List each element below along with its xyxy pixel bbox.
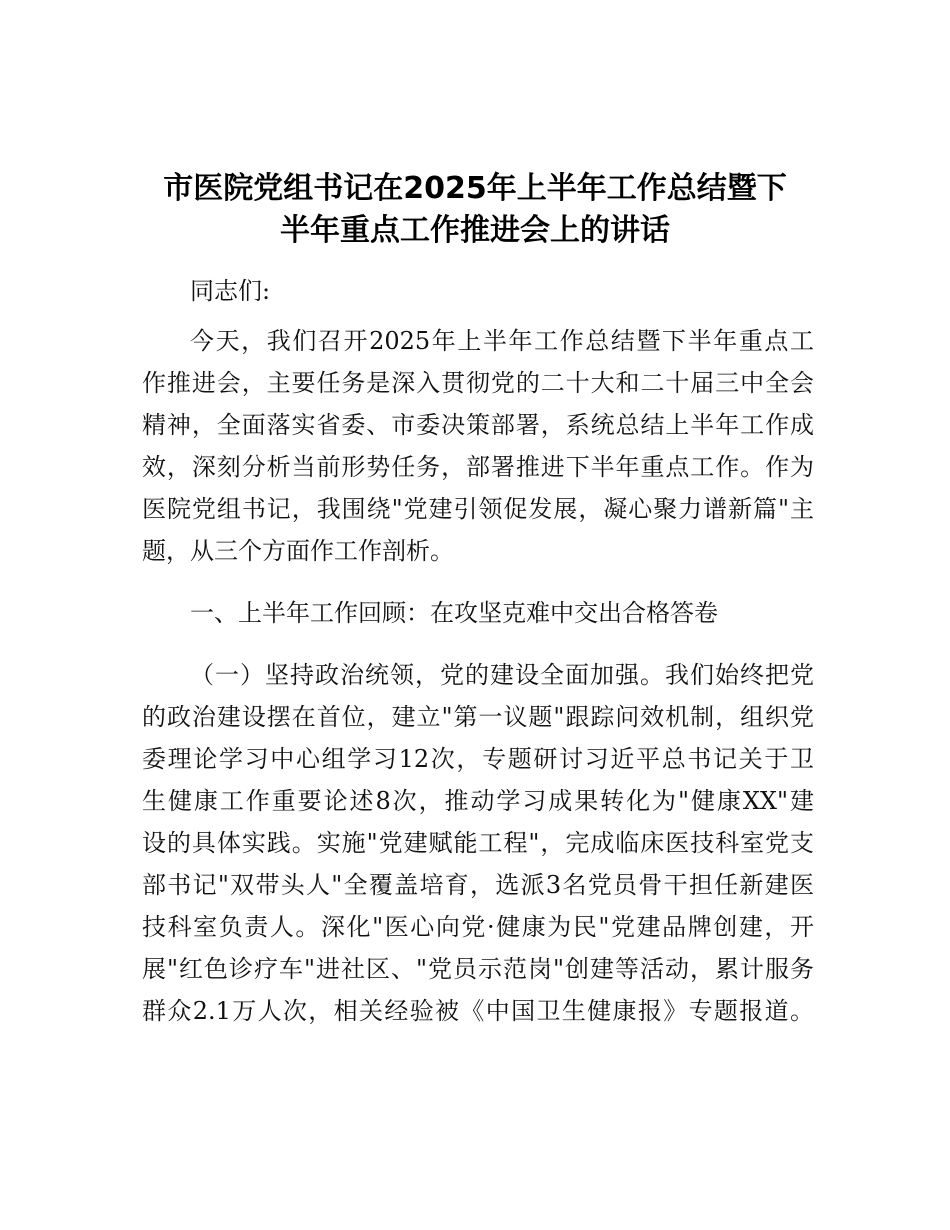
paragraph-2-line: 生健康工作重要论述8次，推动学习成果转化为"健康XX"建 bbox=[142, 787, 814, 815]
paragraph-2-line: 展"红色诊疗车"进社区、"党员示范岗"创建等活动，累计服务 bbox=[142, 955, 814, 983]
paragraph-2-line: 群众2.1万人次，相关经验被《中国卫生健康报》专题报道。 bbox=[142, 997, 814, 1025]
document-title-line-2: 半年重点工作推进会上的讲话 bbox=[280, 213, 670, 248]
paragraph-2-line: （一）坚持政治统领，党的建设全面加强。我们始终把党 bbox=[190, 661, 814, 689]
paragraph-1-line: 效，深刻分析当前形势任务，部署推进下半年重点工作。作为 bbox=[142, 453, 814, 481]
paragraph-1-line: 题，从三个方面作工作剖析。 bbox=[142, 537, 454, 565]
salutation: 同志们: bbox=[190, 277, 271, 305]
paragraph-1-line: 作推进会，主要任务是深入贯彻党的二十大和二十届三中全会 bbox=[142, 369, 814, 397]
paragraph-2-line: 的政治建设摆在首位，建立"第一议题"跟踪问效机制，组织党 bbox=[142, 703, 814, 731]
paragraph-2-line: 部书记"双带头人"全覆盖培育，选派3名党员骨干担任新建医 bbox=[142, 871, 814, 899]
paragraph-2-line: 设的具体实践。实施"党建赋能工程"，完成临床医技科室党支 bbox=[142, 829, 814, 857]
paragraph-1-line: 精神，全面落实省委、市委决策部署，系统总结上半年工作成 bbox=[142, 411, 814, 439]
paragraph-1-line: 今天，我们召开2025年上半年工作总结暨下半年重点工 bbox=[190, 327, 814, 355]
paragraph-1-line: 医院党组书记，我围绕"党建引领促发展，凝心聚力谱新篇"主 bbox=[142, 495, 814, 523]
document-title-line-1: 市医院党组书记在2025年上半年工作总结暨下 bbox=[163, 171, 787, 206]
paragraph-2-line: 委理论学习中心组学习12次，专题研讨习近平总书记关于卫 bbox=[142, 745, 814, 773]
paragraph-2-line: 技科室负责人。深化"医心向党·健康为民"党建品牌创建，开 bbox=[142, 913, 814, 941]
section-heading-1: 一、上半年工作回顾：在攻坚克难中交出合格答卷 bbox=[190, 599, 718, 627]
